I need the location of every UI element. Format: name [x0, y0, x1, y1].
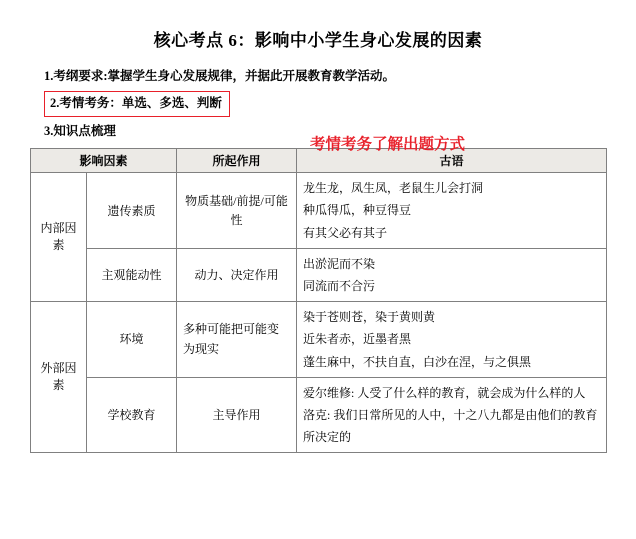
- column-header-role: 所起作用: [177, 149, 297, 173]
- table-row: [31, 173, 607, 249]
- role-cell: 物质基础/前提/可能性: [177, 173, 297, 249]
- old-saying-line: 龙生龙，凤生凤，老鼠生儿会打洞: [303, 181, 484, 196]
- old-saying-line: 同流而不合污: [303, 279, 376, 293]
- outline-line-2: [44, 91, 636, 117]
- table-body: [31, 173, 607, 453]
- outline-line-1: [44, 67, 636, 86]
- table-row: [31, 377, 607, 453]
- group-cell-internal: [31, 173, 87, 302]
- old-saying-line: 爱尔维修: 人受了什么样的教育，就会成为什么样的人: [303, 385, 586, 400]
- sub-factor-cell: 学校教育: [87, 377, 177, 453]
- exam-affairs-highlight-box: [44, 91, 230, 117]
- column-header-old-saying: 古语: [297, 149, 607, 173]
- old-saying-line: 出淤泥而不染: [303, 256, 376, 271]
- old-saying-line: 有其父必有其子: [303, 225, 388, 240]
- outline-line-1-text: 1.考纲要求:掌握学生身心发展规律，并据此开展教育教学活动。: [44, 69, 396, 83]
- old-saying-line: 洛克: 我们日常所见的人中，十之八九都是由他们的教育所决定的: [303, 407, 598, 445]
- role-cell: 多种可能把可能变为现实: [177, 302, 297, 378]
- group-label-external: 外部因素: [40, 360, 77, 393]
- old-saying-line: 近朱者赤，近墨者黑: [303, 332, 412, 347]
- page-title: 核心考点 6：影响中小学生身心发展的因素: [153, 31, 483, 50]
- group-cell-external: [31, 302, 87, 453]
- knowledge-points-table: [30, 148, 607, 453]
- old-saying-cell: [297, 377, 607, 453]
- outline-line-2-text: 2.考情考务：单选、多选、判断: [44, 91, 230, 117]
- old-saying-line: 蓬生麻中，不扶自直，白沙在涅，与之俱黑: [303, 354, 532, 369]
- table-row: [31, 302, 607, 378]
- old-saying-cell: [297, 248, 607, 301]
- column-header-factor: 影响因素: [31, 149, 177, 173]
- sub-factor-cell: 主观能动性: [87, 248, 177, 301]
- old-saying-line: 种瓜得瓜，种豆得豆: [303, 203, 412, 218]
- outline-line-3-text: 3.知识点梳理: [44, 123, 116, 138]
- old-saying-line: 染于苍则苍，染于黄则黄: [303, 310, 436, 325]
- role-cell: 主导作用: [177, 377, 297, 453]
- red-annotation: 考情考务了解出题方式: [310, 136, 466, 153]
- group-label-internal: 内部因素: [40, 220, 77, 253]
- sub-factor-cell: 环境: [87, 302, 177, 378]
- table-row: [31, 248, 607, 301]
- old-saying-cell: [297, 302, 607, 378]
- sub-factor-cell: 遗传素质: [87, 173, 177, 249]
- role-cell: 动力、决定作用: [177, 248, 297, 301]
- document-page: [0, 26, 636, 539]
- old-saying-cell: [297, 173, 607, 249]
- outline-list: [0, 67, 636, 140]
